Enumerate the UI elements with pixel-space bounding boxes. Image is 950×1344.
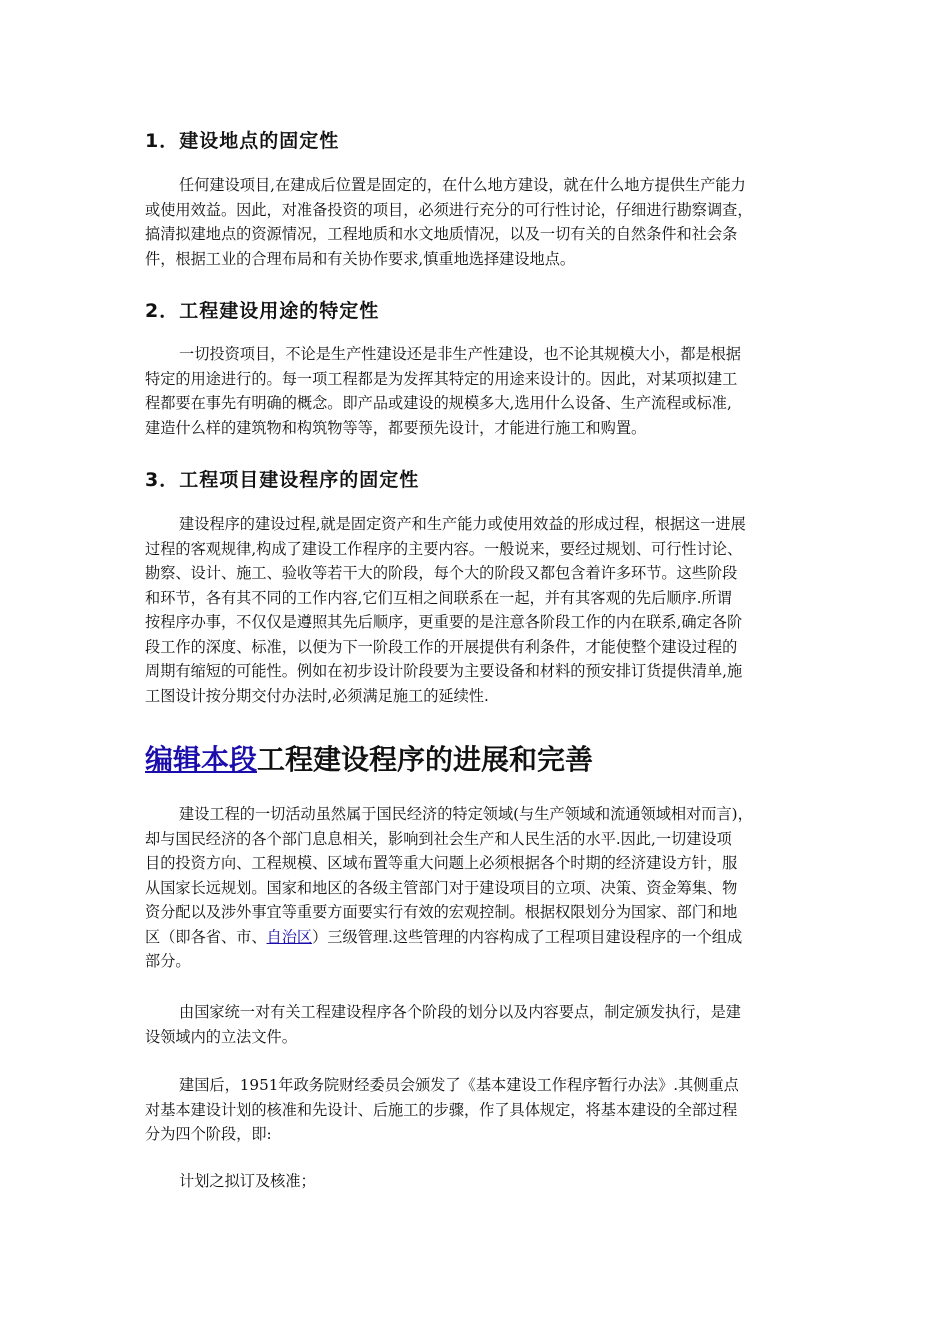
- paragraph-line: 勘察、设计、施工、验收等若干大的阶段，每个大的阶段又都包含着许多环节。这些阶段: [145, 564, 738, 582]
- main-paragraph-3: [145, 1073, 807, 1147]
- section-paragraph-2: [145, 342, 807, 440]
- paragraph-line: 从国家长远规划。国家和地区的各级主管部门对于建设项目的立项、决策、资金筹集、物: [145, 878, 738, 897]
- section-paragraph-1: [145, 173, 807, 271]
- main-section-title: 工程建设程序的进展和完善: [257, 743, 594, 776]
- section-heading-1: 1．建设地点的固定性: [145, 130, 340, 152]
- paragraph-line: 过程的客观规律,构成了建设工作程序的主要内容。一般说来，要经过规划、可行性讨论、: [145, 539, 743, 558]
- paragraph-line: 建设程序的建设过程,就是固定资产和生产能力或使用效益的形成过程，根据这一进展: [179, 515, 746, 533]
- paragraph-line: 件，根据工业的合理布局和有关协作要求,慎重地选择建设地点。: [145, 249, 576, 268]
- section-heading-2: 2．工程建设用途的特定性: [145, 300, 380, 322]
- paragraph-line: 建国后，1951年政务院财经委员会颁发了《基本建设工作程序暂行办法》.其侧重点: [179, 1076, 739, 1094]
- paragraph-line: 设领域内的立法文件。: [145, 1027, 297, 1046]
- paragraph-line: 资分配以及涉外事宜等重要方面要实行有效的宏观控制。根据权限划分为国家、部门和地: [145, 903, 738, 921]
- edit-section-link[interactable]: 编辑本段: [145, 743, 258, 776]
- paragraph-line: 工图设计按分期交付办法时,必须满足施工的延续性.: [145, 686, 489, 705]
- paragraph-line: 一切投资项目，不论是生产性建设还是非生产性建设，也不论其规模大小，都是根据: [179, 345, 741, 363]
- paragraph-line: 搞清拟建地点的资源情况，工程地质和水文地质情况，以及一切有关的自然条件和社会条: [145, 225, 738, 243]
- paragraph-line: 建造什么样的建筑物和构筑物等等，都要预先设计，才能进行施工和购置。: [145, 418, 647, 437]
- line-text-before: 区（即各省、市、: [145, 927, 267, 946]
- section-heading-3: 3．工程项目建设程序的固定性: [145, 469, 420, 491]
- paragraph-line: 建设工程的一切活动虽然属于国民经济的特定领域(与生产领域和流通领域相对而言)，: [179, 805, 753, 823]
- main-section-heading: [145, 738, 593, 778]
- paragraph-line: 和环节，各有其不同的工作内容,它们互相之间联系在一起，并有其客观的先后顺序.所谓: [145, 588, 732, 607]
- paragraph-line: 部分。: [145, 952, 191, 970]
- paragraph-line: 却与国民经济的各个部门息息相关，影响到社会生产和人民生活的水平.因此,一切建设项: [145, 829, 732, 848]
- paragraph-line: 或使用效益。因此，对准备投资的项目，必须进行充分的可行性讨论，仔细进行勘察调查，: [145, 200, 753, 219]
- paragraph-line: 目的投资方向、工程规模、区域布置等重大问题上必须根据各个时期的经济建设方针，服: [145, 854, 738, 872]
- autonomous-region-link[interactable]: 自治区: [266, 927, 313, 946]
- paragraph-line: 程都要在事先有明确的概念。即产品或建设的规模多大,选用什么设备、生产流程或标准,: [145, 394, 732, 412]
- line-text-after: ）三级管理.这些管理的内容构成了工程项目建设程序的一个组成: [312, 927, 743, 946]
- main-paragraph-1: [145, 802, 807, 974]
- paragraph-line: 段工作的深度、标准，以便为下一阶段工作的开展提供有利条件，才能使整个建设过程的: [145, 637, 738, 656]
- paragraph-line: 对基本建设计划的核准和先设计、后施工的步骤，作了具体规定，将基本建设的全部过程: [145, 1100, 738, 1119]
- paragraph-line: 按程序办事，不仅仅是遵照其先后顺序，更重要的是注意各阶段工作的内在联系,确定各阶: [145, 613, 743, 631]
- paragraph-line: 特定的用途进行的。每一项工程都是为发挥其特定的用途来设计的。因此，对某项拟建工: [145, 369, 738, 388]
- section-paragraph-3: [145, 512, 807, 708]
- paragraph-line: 由国家统一对有关工程建设程序各个阶段的划分以及内容要点，制定颁发执行，是建: [179, 1003, 741, 1021]
- paragraph-line: [145, 925, 807, 950]
- paragraph-line: 分为四个阶段，即:: [145, 1125, 272, 1143]
- paragraph-line: 计划之拟订及核准；: [179, 1172, 316, 1190]
- main-paragraph-2: [145, 1000, 807, 1049]
- paragraph-line: 周期有缩短的可能性。例如在初步设计阶段要为主要设备和材料的预安排订货提供清单,施: [145, 662, 743, 680]
- paragraph-line: 任何建设项目,在建成后位置是固定的，在什么地方建设，就在什么地方提供生产能力: [179, 176, 746, 194]
- main-paragraph-4: [145, 1169, 807, 1194]
